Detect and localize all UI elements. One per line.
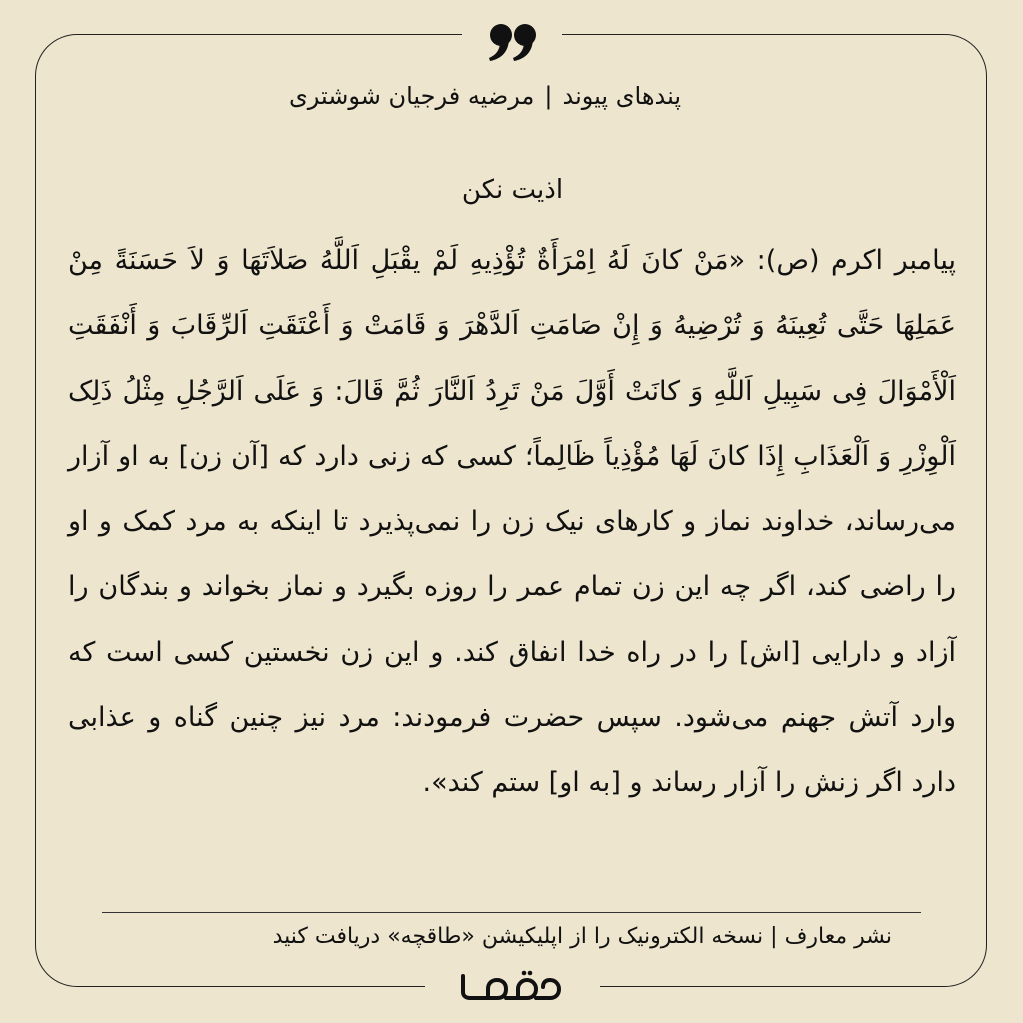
article-title: اذیت نکن <box>461 175 564 205</box>
footer-divider <box>102 912 921 913</box>
source-separator: | <box>544 82 553 110</box>
taaghche-logo <box>455 968 567 1004</box>
book-title: پندهای پیوند <box>562 82 681 110</box>
article-body: پیامبر اکرم (ص): «مَنْ کانَ لَهُ اِمْرَأَةٌ تُؤْذِیهِ لَمْ یقْبَلِ اَللَّهُ صَلاَتَهَا وَ لاَ حَسَنَةً مِنْ عَمَلِهَا حَتَّى تُعِینَهُ وَ تُرْضِیهُ وَ إِنْ صَامَتِ اَلدَّهْرَ وَ قَامَتْ وَ أَعْتَقَتِ اَلرِّقَابَ وَ أَنْفَقَتِ اَلْأَمْوَالَ فِی سَبِیلِ اَللَّهِ وَ کانَتْ أَوَّلَ مَنْ تَرِدُ اَلنَّارَ ثُمَّ قَالَ: وَ عَلَى اَلرَّجُلِ مِثْلُ ذَلِک اَلْوِزْرِ وَ اَلْعَذَابِ إِذَا کانَ لَهَا مُؤْذِیاً ظَالِماً؛ کسی که زنی دارد که [آن زن] به او آزار می‌رساند، خداوند نماز و کارهای نیک زن را نمی‌پذیرد تا اینکه به مرد کمک و او را راضی کند، اگر چه این زن تمام عمر را روزه بگیرد و نماز بخواند و بندگان را آزاد و دارایی [اش] را در راه خدا انفاق کند. و این زن نخستین کسی است که وارد آتش جهنم می‌شود. سپس حضرت فرمودند: مرد نیز چنین گناه و عذابی دارد اگر زنش را آزار رساند و [به او] ستم کند». <box>68 245 956 799</box>
quote-icon <box>487 22 537 62</box>
author-name: مرضیه فرجیان شوشتری <box>288 82 535 110</box>
footer-note: نشر معارف | نسخه الکترونیک را از اپلیکیشن «طاقچه» دریافت کنید <box>272 924 892 949</box>
book-source-line <box>201 78 681 114</box>
